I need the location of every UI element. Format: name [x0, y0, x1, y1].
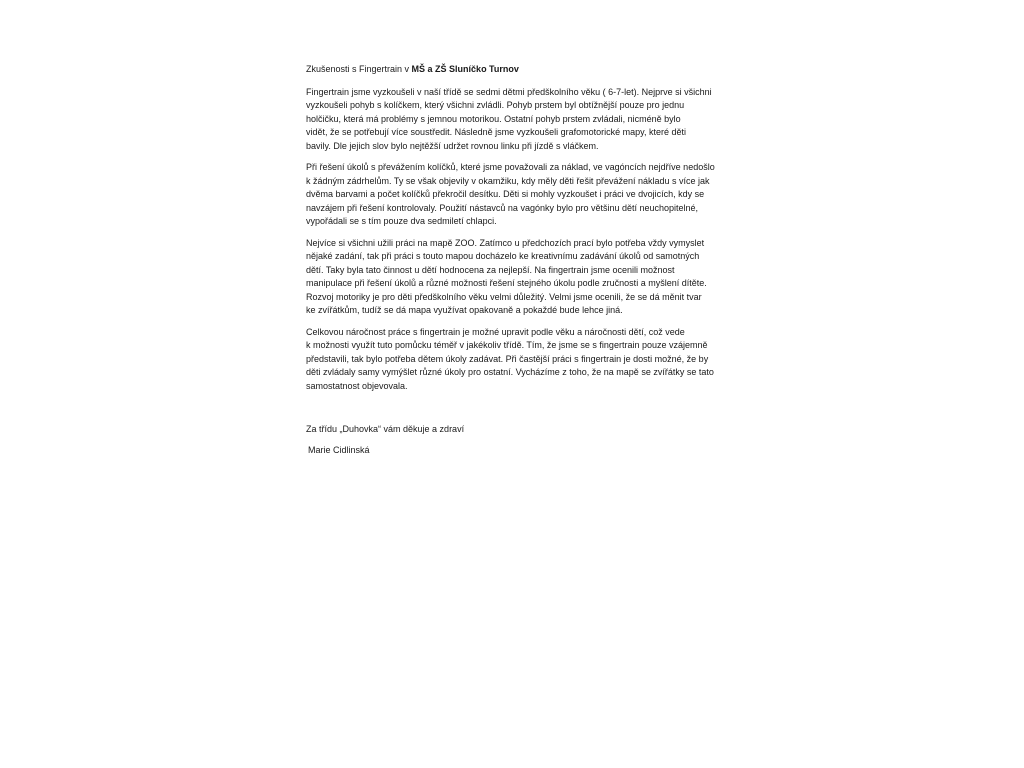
- paragraph-line: vyzkoušeli pohyb s kolíčkem, který všichni zvládli. Pohyb prstem byl obtížnější pouze pro jednu: [306, 100, 685, 110]
- paragraph-line: vidět, že se potřebují více soustředit. Následně jsme vyzkoušeli grafomotorické mapy, které děti: [306, 127, 687, 137]
- blank-space: [306, 401, 726, 423]
- paragraph-line: manipulace při řešení úkolů a různé možnosti řešení stejného úkolu podle zručnosti a myšlení dítěte.: [306, 278, 707, 288]
- paragraph-line: ke zvířátkům, tudíž se dá mapa využívat opakovaně a pokaždé bude lehce jiná.: [306, 305, 623, 315]
- title-prefix: Zkušenosti s Fingertrain v: [306, 64, 412, 74]
- paragraph-line: dětí. Taky byla tato činnost u dětí hodnocena za nejlepší. Na fingertrain jsme ocenili možnost: [306, 264, 675, 275]
- paragraph-line: navzájem při řešení kontrolovaly. Použití nástavců na vagónky bylo pro většinu dětí neuchopitelné,: [306, 202, 699, 213]
- document-page: [306, 63, 726, 457]
- paragraph-line: děti zvládaly samy vymýšlet různé úkoly pro ostatní. Vycházíme z toho, že na mapě se zvířátky se tato: [306, 367, 714, 377]
- paragraph-line: dvěma barvami a počet kolíčků překročil desítku. Děti si mohly vyzkoušet i práci ve dvojicích, kdy se: [306, 189, 705, 199]
- paragraph-line: bavily. Dle jejich slov bylo nejtěžší udržet rovnou linku při jízdě s vláčkem.: [306, 140, 599, 151]
- paragraph-1: [306, 86, 726, 154]
- signature-name: Marie Cidlinská: [308, 444, 370, 455]
- paragraph-line: Při řešení úkolů s převážením kolíčků, které jsme považovali za náklad, ve vagóncích nejdříve nedošlo: [306, 162, 715, 172]
- paragraph-line: Fingertrain jsme vyzkoušeli v naší třídě se sedmi dětmi předškolního věku ( 6-7-let). Nejprve si všichni: [306, 86, 712, 97]
- paragraph-4: [306, 326, 726, 394]
- document-title: [306, 63, 726, 77]
- paragraph-line: samostatnost objevovala.: [306, 380, 408, 391]
- paragraph-line: Nejvíce si všichni užili práci na mapě ZOO. Zatímco u předchozích prací bylo potřeba vždy vymyslet: [306, 237, 705, 248]
- paragraph-line: k žádným zádrhelům. Ty se však objevily v okamžiku, kdy měly děti řešit převážení nákladu s více jak: [306, 175, 710, 186]
- paragraph-line: nějaké zadání, tak při práci s touto mapou docházelo ke kreativnímu zadávání úkolů od samotných: [306, 251, 700, 261]
- paragraph-line: Rozvoj motoriky je pro děti předškolního věku velmi důležitý. Velmi jsme ocenili, že se dá měnit tvar: [306, 291, 702, 302]
- paragraph-line: holčičku, která má problémy s jemnou motorikou. Ostatní pohyb prstem zvládali, nicméně bylo: [306, 113, 681, 124]
- closing-line: Za třídu „Duhovka“ vám děkuje a zdraví: [306, 424, 465, 434]
- paragraph-2: [306, 161, 726, 229]
- paragraph-line: k možnosti využít tuto pomůcku téměř v jakékoliv třídě. Tím, že jsme se s fingertrain pouze vzájemně: [306, 340, 708, 350]
- paragraph-line: vypořádali se s tím pouze dva sedmiletí chlapci.: [306, 216, 497, 226]
- paragraph-3: [306, 237, 726, 318]
- title-school-name: MŠ a ZŠ Sluníčko Turnov: [411, 64, 519, 74]
- paragraph-line: Celkovou náročnost práce s fingertrain je možné upravit podle věku a náročnosti dětí, což vede: [306, 326, 685, 337]
- paragraph-line: představili, tak bylo potřeba dětem úkoly zadávat. Při častější práci s fingertrain je dosti možné, že by: [306, 353, 709, 364]
